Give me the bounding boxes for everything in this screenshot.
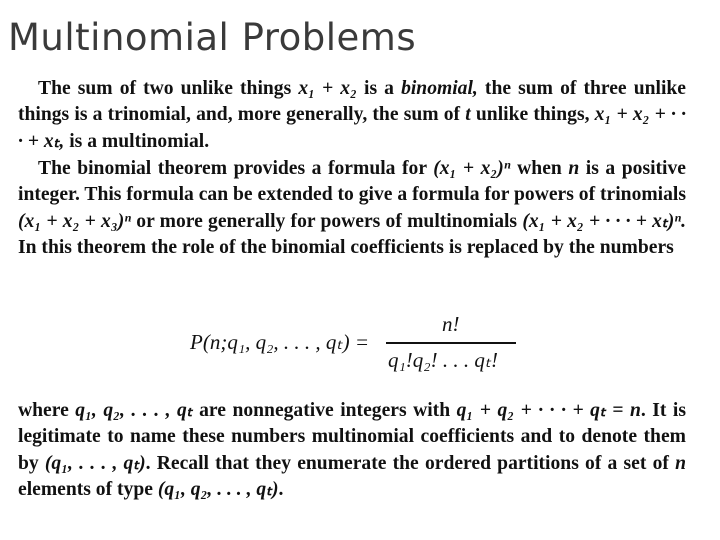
math-variable: n (568, 158, 580, 179)
math-expression: (q₁, . . . , qₜ) (44, 452, 146, 474)
text-run: elements of type (18, 479, 158, 501)
text-run: where (18, 400, 76, 421)
math-variable: n (629, 400, 641, 421)
formula-lhs: P(n;q₁, q₂, . . . , qₜ) = (190, 330, 370, 354)
term-multinomial-coefficients: multinomial coefficients (311, 426, 515, 448)
text-run: unlike things, (470, 104, 595, 126)
text-run: or more generally for powers of multinomials (131, 210, 523, 232)
formula-numerator: n! (442, 312, 460, 336)
math-expression: x₁ + x₂ (298, 78, 357, 99)
text-run: when (510, 158, 569, 179)
term-binomial: binomial, (401, 78, 478, 99)
math-variable: n (675, 452, 686, 474)
text-run: . It is legitimate to name these numbers (18, 400, 686, 448)
math-expression: q₁ + q₂ + · · · + qₜ = (456, 400, 624, 421)
math-expression: (x₁ + x₂)ⁿ (433, 158, 511, 179)
text-run: The sum of two unlike things (38, 78, 299, 99)
math-expression: x₁ + x₂ + · · · + xₜ, (18, 104, 686, 152)
text-run: is a (356, 78, 402, 99)
paragraph-multinomial-coefficients (18, 398, 686, 504)
fraction-bar (386, 342, 516, 344)
text-run: and, more generally, the sum of (190, 104, 466, 126)
text-run: is a (64, 130, 102, 152)
text-run: In this theorem the role of the binomial coefficients is replaced by the numbers (18, 237, 674, 259)
term-trinomial: trinomial, (107, 104, 191, 126)
math-expression: (x₁ + x₂ + · · · + xₜ)ⁿ. (522, 210, 686, 232)
text-run: . Recall that they enumerate the ordered partitions of a set of (145, 452, 676, 474)
paragraph-multinomial-definition (18, 76, 686, 155)
term-multinomial: multinomial. (101, 130, 210, 152)
formula-denominator: q₁!q₂! . . . qₜ! (388, 348, 499, 372)
text-run: is a positive integer. This formula can be extended to give a formula for powers of trinomials (18, 158, 686, 206)
text-run: the sum of three unlike things is a (18, 78, 686, 126)
multinomial-coefficient-formula (190, 310, 530, 376)
math-expression: q₁, q₂, . . . , qₜ (75, 400, 193, 421)
math-variable: t (465, 104, 471, 126)
paragraph-binomial-theorem (18, 156, 686, 262)
text-run: The binomial theorem provides a formula for (38, 158, 434, 179)
math-expression: (x₁ + x₂ + x₃)ⁿ (18, 210, 132, 232)
text-run: . (278, 479, 284, 501)
text-run: are nonnegative integers with (192, 400, 457, 421)
text-run: and to denote them by (18, 426, 686, 474)
math-expression: (q₁, q₂, . . . , qₜ) (157, 479, 279, 501)
page-title: Multinomial Problems (8, 16, 417, 59)
